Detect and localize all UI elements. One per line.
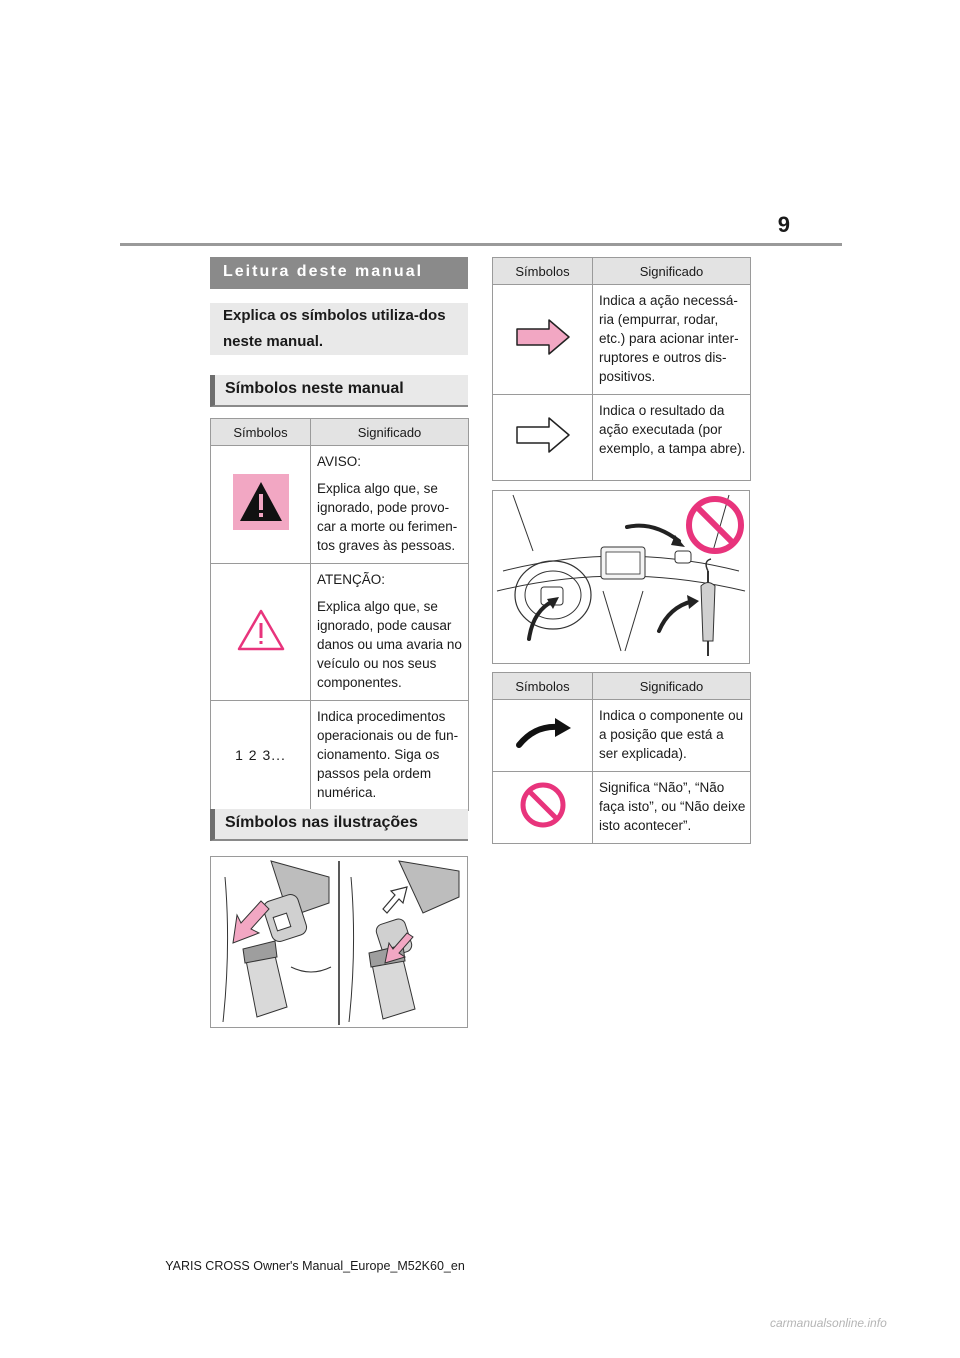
dashboard-illustration — [492, 490, 750, 664]
curved-pointer-arrow-icon — [513, 715, 573, 751]
table-header-meaning: Significado — [593, 673, 751, 700]
prohibition-icon — [518, 780, 568, 830]
page-number: 9 — [777, 212, 790, 237]
result-arrow-icon — [513, 415, 573, 455]
illustration-symbols-table — [492, 672, 751, 844]
result-arrow-text: Indica o resultado da ação executada (por exemplo, a tampa abre). — [599, 403, 746, 456]
header-rule — [120, 243, 842, 246]
steps-text: Indica procedimentos operacionais ou de fun-cionamento. Siga os passos pela ordem numérica. — [317, 709, 459, 800]
arrow-symbols-table — [492, 257, 751, 481]
table-row — [493, 700, 751, 772]
intro-text: Explica os símbolos utiliza-dos neste manual. — [210, 303, 468, 355]
warning-caption: AVISO: — [317, 454, 362, 469]
page-footer: YARIS CROSS Owner's Manual_Europe_M52K60_en — [165, 1259, 465, 1273]
table-row — [493, 772, 751, 844]
table-header-meaning: Significado — [593, 258, 751, 285]
step-numbers-icon: 1 2 3... — [235, 747, 286, 763]
section-heading-symbols-manual: Símbolos neste manual — [210, 375, 468, 407]
caution-text: Explica algo que, se ignorado, pode causar danos ou uma avaria no veículo ou nos seus componentes. — [317, 599, 462, 690]
caution-triangle-icon — [236, 608, 286, 652]
table-row — [211, 701, 469, 811]
seatbelt-illustration — [210, 856, 468, 1028]
action-arrow-icon — [513, 317, 573, 357]
table-header-symbols: Símbolos — [493, 673, 593, 700]
section-heading-illustration-symbols: Símbolos nas ilustrações — [210, 809, 468, 841]
pointer-arrow-text: Indica o componente ou a posição que está a ser explicada). — [599, 708, 744, 761]
table-header-symbols: Símbolos — [493, 258, 593, 285]
watermark[interactable]: carmanualsonline.info — [770, 1316, 887, 1330]
prohibition-text: Significa “Não”, “Não faça isto”, ou “Não deixe isto acontecer”. — [599, 780, 746, 833]
action-arrow-text: Indica a ação necessá-ria (empurrar, rodar, etc.) para acionar inter-ruptores e outros dis-positivos. — [599, 293, 739, 384]
warning-text: Explica algo que, se ignorado, pode provo-car a morte ou ferimen-tos graves às pessoas. — [317, 481, 458, 553]
dashboard-drawing — [493, 491, 749, 663]
table-row — [493, 285, 751, 395]
table-row — [211, 446, 469, 564]
seatbelt-drawing — [211, 857, 467, 1027]
symbols-manual-table — [210, 418, 469, 811]
caution-caption: ATENÇÃO: — [317, 572, 386, 587]
table-row — [211, 564, 469, 701]
page-title: Leitura deste manual — [210, 257, 468, 289]
table-row — [493, 395, 751, 481]
table-header-meaning: Significado — [311, 419, 469, 446]
warning-triangle-icon — [233, 474, 289, 530]
table-header-symbols: Símbolos — [211, 419, 311, 446]
